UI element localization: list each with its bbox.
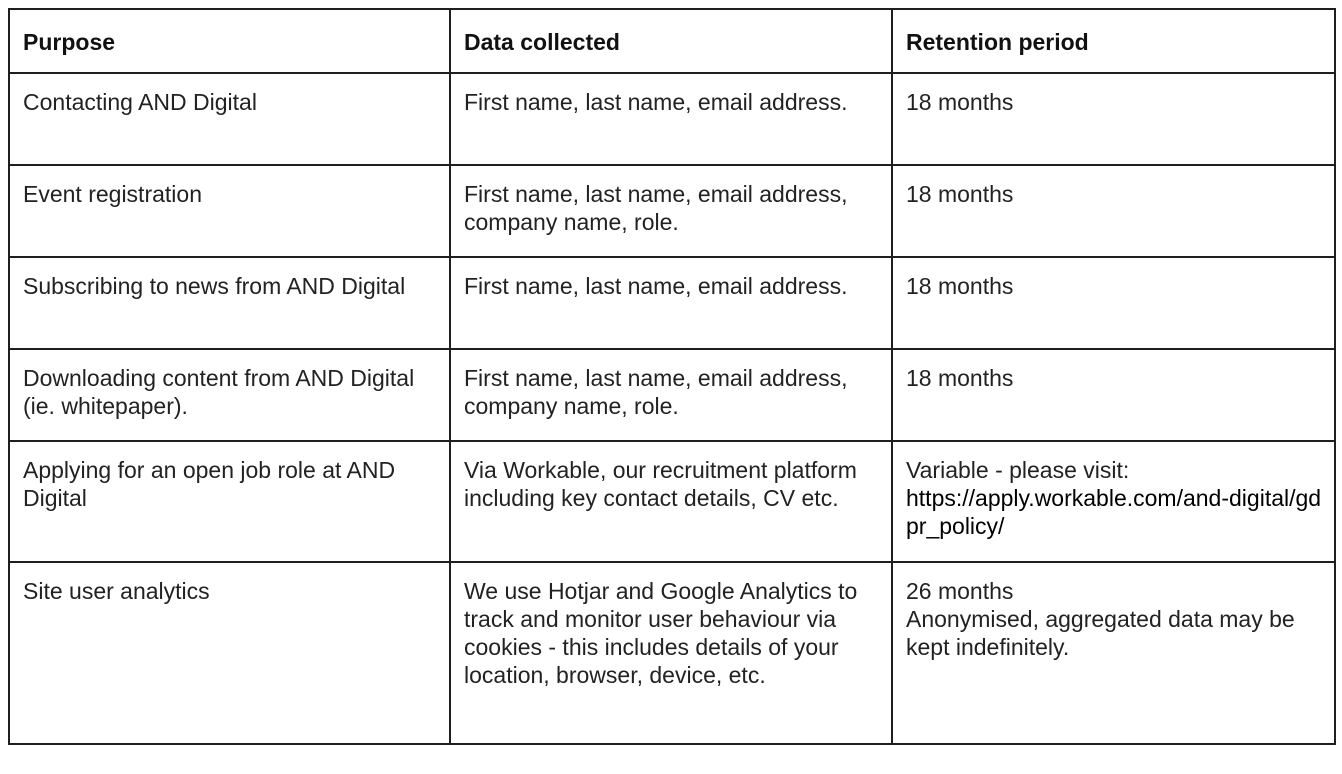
retention-line: 26 months bbox=[906, 578, 1014, 604]
table-row bbox=[9, 257, 1335, 349]
header-purpose: Purpose bbox=[9, 9, 450, 73]
table-row bbox=[9, 165, 1335, 257]
table-row bbox=[9, 349, 1335, 441]
cell-data-collected: First name, last name, email address, company name, role. bbox=[450, 165, 892, 257]
cell-purpose: Subscribing to news from AND Digital bbox=[9, 257, 450, 349]
table-row bbox=[9, 441, 1335, 562]
retention-line: 18 months bbox=[906, 273, 1014, 299]
cell-retention bbox=[892, 257, 1335, 349]
retention-line: Variable - please visit: bbox=[906, 457, 1130, 483]
cell-retention bbox=[892, 73, 1335, 165]
cell-purpose: Site user analytics bbox=[9, 562, 450, 744]
cell-data-collected: We use Hotjar and Google Analytics to track and monitor user behaviour via cookies - this includes details of your location, browser, device, etc. bbox=[450, 562, 892, 744]
table-header-row bbox=[9, 9, 1335, 73]
cell-purpose: Event registration bbox=[9, 165, 450, 257]
cell-data-collected: First name, last name, email address. bbox=[450, 257, 892, 349]
retention-line: 18 months bbox=[906, 89, 1014, 115]
header-retention-period: Retention period bbox=[892, 9, 1335, 73]
cell-retention bbox=[892, 441, 1335, 562]
table-row bbox=[9, 562, 1335, 744]
table-row bbox=[9, 73, 1335, 165]
cell-data-collected: First name, last name, email address, company name, role. bbox=[450, 349, 892, 441]
cell-purpose: Contacting AND Digital bbox=[9, 73, 450, 165]
cell-retention bbox=[892, 165, 1335, 257]
cell-purpose: Applying for an open job role at AND Digital bbox=[9, 441, 450, 562]
cell-data-collected: First name, last name, email address. bbox=[450, 73, 892, 165]
cell-purpose: Downloading content from AND Digital (ie. whitepaper). bbox=[9, 349, 450, 441]
data-retention-table bbox=[8, 8, 1336, 745]
retention-line: 18 months bbox=[906, 365, 1014, 391]
cell-retention bbox=[892, 349, 1335, 441]
retention-note: Anonymised, aggregated data may be kept indefinitely. bbox=[906, 606, 1295, 660]
cell-retention bbox=[892, 562, 1335, 744]
data-retention-table-container bbox=[8, 8, 1336, 745]
retention-line: 18 months bbox=[906, 181, 1014, 207]
header-data-collected: Data collected bbox=[450, 9, 892, 73]
workable-gdpr-policy-link[interactable]: https://apply.workable.com/and-digital/gdpr_policy/ bbox=[906, 485, 1322, 539]
cell-data-collected: Via Workable, our recruitment platform including key contact details, CV etc. bbox=[450, 441, 892, 562]
